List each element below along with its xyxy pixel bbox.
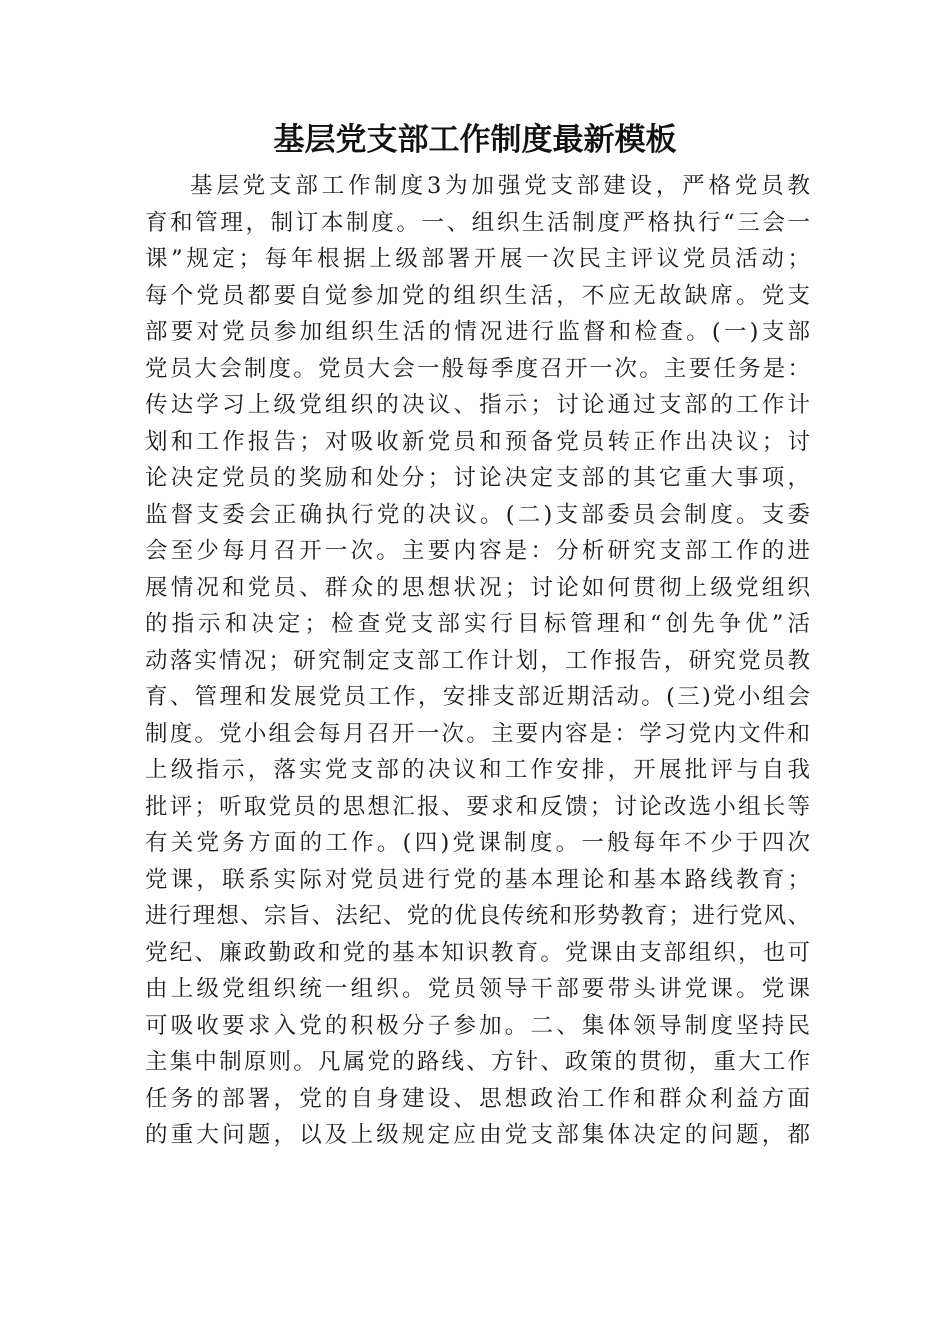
body-line: 任务的部署，党的自身建设、思想政治工作和群众利益方面 bbox=[145, 1085, 810, 1112]
body-line: 育、管理和发展党员工作，安排支部近期活动。(三)党小组会 bbox=[145, 684, 810, 710]
body-line: 批评；听取党员的思想汇报、要求和反馈；讨论改选小组长等 bbox=[145, 793, 810, 820]
body-line: 会至少每月召开一次。主要内容是：分析研究支部工作的进 bbox=[145, 538, 810, 564]
document-title: 基层党支部工作制度最新模板 bbox=[273, 122, 677, 158]
body-line: 可吸收要求入党的积极分子参加。二、集体领导制度坚持民 bbox=[145, 1012, 810, 1039]
body-line: 传达学习上级党组织的决议、指示；讨论通过支部的工作计 bbox=[145, 392, 810, 418]
body-line: 划和工作报告；对吸收新党员和预备党员转正作出决议；讨 bbox=[145, 428, 810, 455]
body-line: 部要对党员参加组织生活的情况进行监督和检查。(一)支部 bbox=[145, 319, 810, 345]
body-line: 论决定党员的奖励和处分；讨论决定支部的其它重大事项， bbox=[145, 465, 810, 491]
body-line: 党员大会制度。党员大会一般每季度召开一次。主要任务是： bbox=[145, 355, 810, 382]
body-line: 的重大问题，以及上级规定应由党支部集体决定的问题，都 bbox=[145, 1122, 810, 1148]
body-line: 的指示和决定；检查党支部实行目标管理和“创先争优”活 bbox=[145, 611, 810, 637]
body-line: 每个党员都要自觉参加党的组织生活，不应无故缺席。党支 bbox=[145, 282, 810, 309]
body-line: 由上级党组织统一组织。党员领导干部要带头讲党课。党课 bbox=[145, 976, 810, 1002]
body-line: 基层党支部工作制度3为加强党支部建设，严格党员教 bbox=[190, 173, 810, 199]
body-line: 展情况和党员、群众的思想状况；讨论如何贯彻上级党组织 bbox=[145, 574, 810, 601]
body-line: 有关党务方面的工作。(四)党课制度。一般每年不少于四次 bbox=[145, 830, 810, 856]
body-line: 育和管理，制订本制度。一、组织生活制度严格执行“三会一 bbox=[145, 209, 810, 236]
body-line: 上级指示，落实党支部的决议和工作安排，开展批评与自我 bbox=[145, 757, 810, 783]
body-line: 进行理想、宗旨、法纪、党的优良传统和形势教育；进行党风、 bbox=[145, 903, 810, 929]
body-line: 党课，联系实际对党员进行党的基本理论和基本路线教育； bbox=[145, 866, 810, 893]
body-line: 党纪、廉政勤政和党的基本知识教育。党课由支部组织，也可 bbox=[145, 939, 810, 966]
body-line: 课”规定；每年根据上级部署开展一次民主评议党员活动； bbox=[145, 246, 810, 272]
body-line: 动落实情况；研究制定支部工作计划，工作报告，研究党员教 bbox=[145, 647, 810, 674]
document-body bbox=[145, 168, 810, 1154]
body-line: 主集中制原则。凡属党的路线、方针、政策的贯彻，重大工作 bbox=[145, 1049, 810, 1075]
body-line: 制度。党小组会每月召开一次。主要内容是：学习党内文件和 bbox=[145, 720, 810, 747]
body-line: 监督支委会正确执行党的决议。(二)支部委员会制度。支委 bbox=[145, 501, 810, 528]
